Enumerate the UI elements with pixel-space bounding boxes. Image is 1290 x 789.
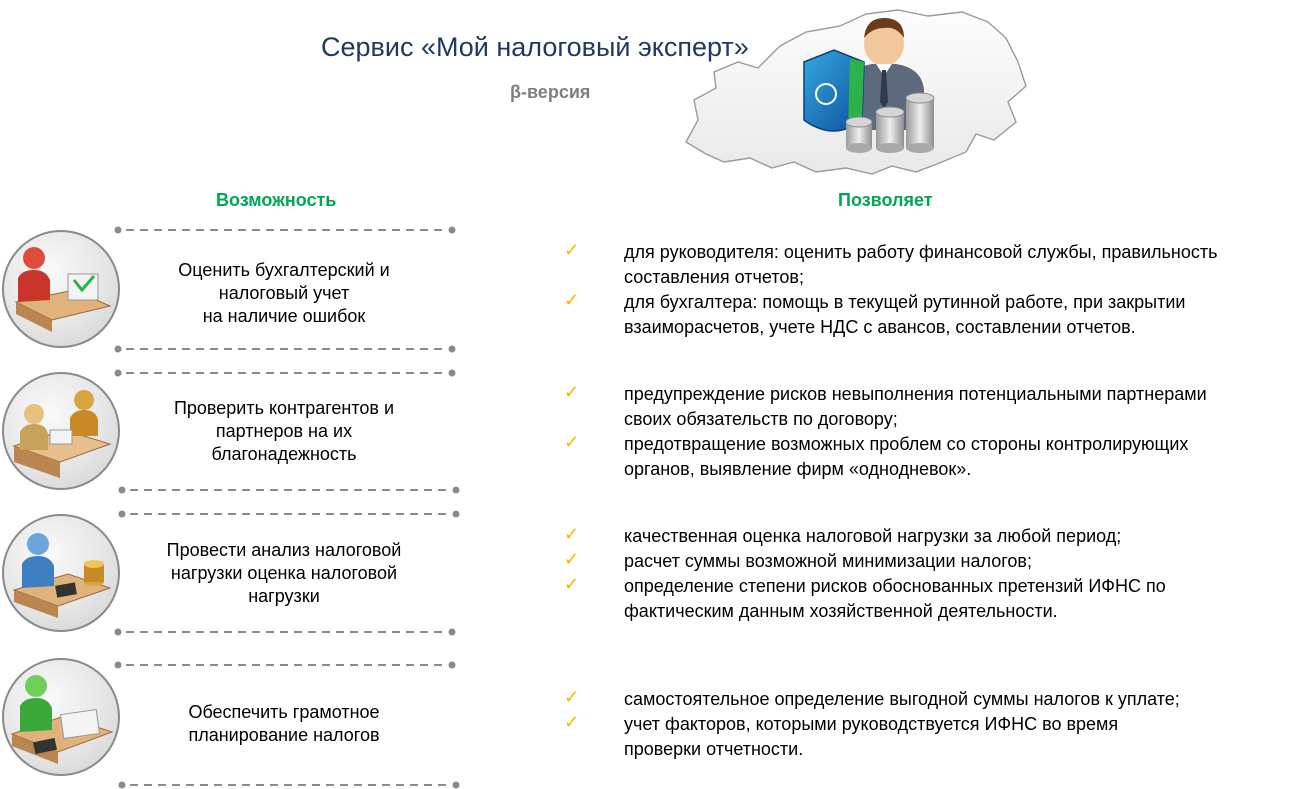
hero-illustration	[676, 2, 1036, 180]
tax-planning-green-icon	[2, 658, 120, 776]
version-label: β-версия	[510, 82, 591, 102]
dashed-separator	[114, 369, 456, 377]
benefit-item: ✓ определение степени рисков обоснованных претензий ИФНС по фактическим данным хозяйственной деятельности.	[564, 574, 1166, 621]
benefit-item: ✓ для руководителя: оценить работу финансовой службы, правильность составления отчетов;	[564, 240, 1218, 287]
benefit-item: ✓ предотвращение возможных проблем со стороны контролирующих органов, выявление фирм «однодневок».	[564, 432, 1189, 479]
check-icon: ✓	[564, 687, 580, 707]
feature-text: Проверить контрагентов и партнеров на их благонадежность	[173, 398, 395, 464]
check-icon: ✓	[564, 382, 580, 402]
benefit-item: ✓ учет факторов, которыми руководствуется ИФНС во время проверки отчетности.	[564, 712, 1119, 759]
benefit-item: ✓ качественная оценка налоговой нагрузки за любой период;	[564, 524, 1122, 546]
check-icon: ✓	[564, 290, 580, 310]
check-icon: ✓	[564, 549, 580, 569]
dashed-separator	[118, 486, 460, 494]
check-icon: ✓	[564, 524, 580, 544]
dashed-separator	[114, 345, 456, 353]
benefits-list	[560, 687, 1290, 762]
feature-text: Оценить бухгалтерский и налоговый учет на наличие ошибок	[178, 260, 390, 326]
benefit-item: ✓ для бухгалтера: помощь в текущей рутинной работе, при закрытии взаиморасчетов, учете НДС с авансов, составлении отчетов.	[564, 290, 1186, 337]
dashed-separator	[114, 661, 456, 669]
page-title: Сервис «Мой налоговый эксперт»	[321, 32, 749, 62]
benefit-item: ✓ предупреждение рисков невыполнения потенциальными партнерами своих обязательств по договору;	[564, 382, 1207, 429]
feature-text: Провести анализ налоговой нагрузки оценка налоговой нагрузки	[166, 540, 402, 606]
dashed-separator	[114, 628, 456, 636]
column-heading-allows: Позволяет	[838, 190, 933, 210]
dashed-separator	[118, 510, 460, 518]
feature-text: Обеспечить грамотное планирование налогов	[188, 702, 380, 745]
meeting-partners-icon	[2, 372, 120, 490]
benefit-item: ✓ расчет суммы возможной минимизации налогов;	[564, 549, 1032, 571]
check-icon: ✓	[564, 240, 580, 260]
benefit-item: ✓ самостоятельное определение выгодной суммы налогов к уплате;	[564, 687, 1180, 709]
check-icon: ✓	[564, 432, 580, 452]
benefits-list	[560, 240, 1290, 340]
benefits-list	[560, 382, 1290, 482]
check-icon: ✓	[564, 712, 580, 732]
tax-analysis-blue-icon	[2, 514, 120, 632]
column-heading-opportunity: Возможность	[216, 190, 337, 210]
dashed-separator	[114, 226, 456, 234]
benefits-list	[560, 524, 1290, 624]
accountant-red-icon	[2, 230, 120, 348]
check-icon: ✓	[564, 574, 580, 594]
